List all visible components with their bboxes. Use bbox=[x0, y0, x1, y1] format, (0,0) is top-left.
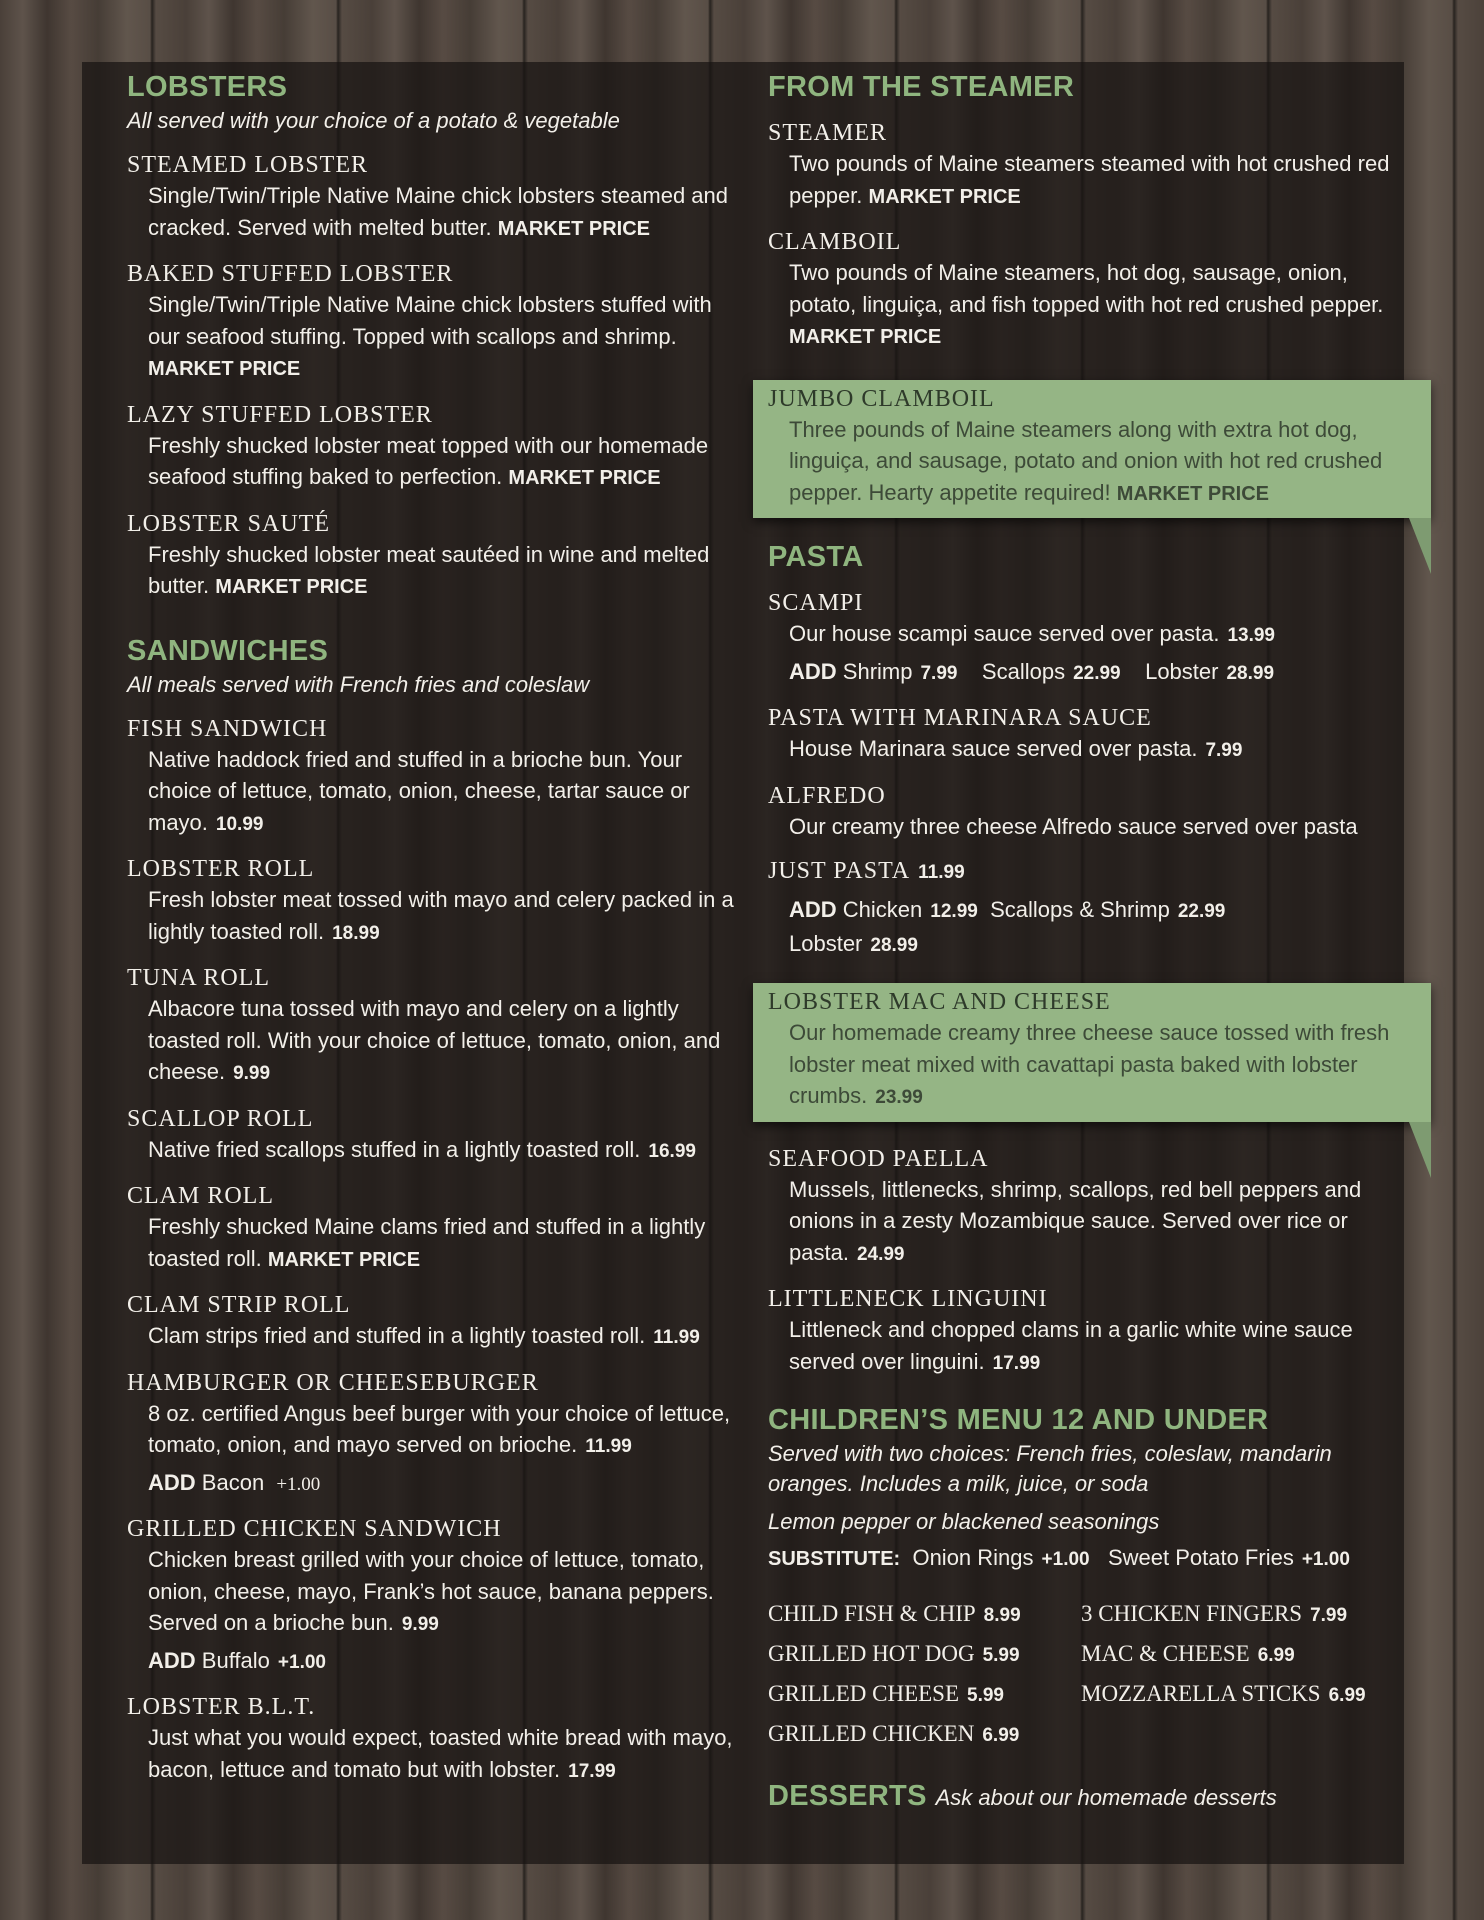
kids-item bbox=[768, 1597, 1081, 1633]
children-title: CHILDREN’S MENU 12 AND UNDER bbox=[768, 1404, 1269, 1436]
item-price: MARKET PRICE bbox=[148, 358, 301, 380]
item-desc-text: Chicken breast grilled with your choice of lettuce, tomato, onion, cheese, mayo, Frank’s hot sauce, banana peppers. Served on a brioche bun. bbox=[148, 1547, 714, 1635]
addon-name: Bacon bbox=[201, 1469, 265, 1495]
menu-item bbox=[127, 1181, 737, 1276]
item-addon bbox=[768, 894, 1408, 961]
item-price: MARKET PRICE bbox=[868, 185, 1021, 208]
addon-name: Lobster bbox=[789, 930, 863, 956]
addon-price: 28.99 bbox=[870, 934, 918, 956]
substitute-name: Onion Rings bbox=[912, 1545, 1034, 1570]
item-desc-text: Two pounds of Maine steamers, hot dog, sausage, onion, potato, linguiça, and fish topped with hot red crushed pepper. bbox=[789, 260, 1384, 317]
sandwiches-subtitle: All meals served with French fries and coleslaw bbox=[127, 671, 590, 697]
item-description bbox=[127, 1211, 737, 1276]
add-label: ADD bbox=[148, 1647, 196, 1673]
item-price: 16.99 bbox=[648, 1140, 696, 1162]
item-price: 24.99 bbox=[856, 1243, 905, 1265]
featured-item-jumbo-clamboil bbox=[753, 380, 1431, 519]
kids-item bbox=[1081, 1597, 1401, 1633]
item-name: GRILLED CHICKEN SANDWICH bbox=[127, 1516, 502, 1542]
item-description bbox=[127, 1320, 737, 1354]
item-name: ALFREDO bbox=[768, 782, 886, 809]
item-description bbox=[127, 993, 737, 1090]
kids-item bbox=[768, 1637, 1081, 1673]
addon-price: +1.00 bbox=[276, 1473, 321, 1495]
desserts-title: DESSERTS bbox=[768, 1780, 927, 1812]
item-description bbox=[768, 1314, 1408, 1379]
item-name: SEAFOOD PAELLA bbox=[768, 1145, 989, 1172]
menu-item bbox=[127, 150, 737, 245]
addon-name: Shrimp bbox=[842, 658, 913, 684]
add-label: ADD bbox=[148, 1469, 196, 1495]
addon-name: Buffalo bbox=[201, 1647, 270, 1673]
item-desc-text: Two pounds of Maine steamers steamed with hot crushed red pepper. bbox=[789, 151, 1390, 208]
item-price: 17.99 bbox=[992, 1352, 1041, 1374]
item-name: CLAMBOIL bbox=[768, 229, 902, 255]
item-desc-text: 8 oz. certified Angus beef burger with your choice of lettuce, tomato, onion, and mayo served on brioche. bbox=[148, 1400, 731, 1457]
menu-item bbox=[127, 1290, 737, 1354]
item-name: HAMBURGER OR CHEESEBURGER bbox=[127, 1369, 539, 1396]
addon-name: Scallops & Shrimp bbox=[990, 897, 1170, 922]
item-name: JUMBO CLAMBOIL bbox=[768, 385, 995, 412]
desserts-note: Ask about our homemade desserts bbox=[935, 1785, 1277, 1810]
item-desc-text: Just what you would expect, toasted white bread with mayo, bacon, lettuce and tomato but with lobster. bbox=[148, 1725, 733, 1782]
item-name-row bbox=[768, 856, 1408, 888]
item-price: 9.99 bbox=[401, 1614, 439, 1635]
kids-item-price: 5.99 bbox=[967, 1685, 1004, 1706]
add-label: ADD bbox=[789, 897, 837, 922]
item-name: JUST PASTA bbox=[768, 858, 911, 884]
addon-price: 7.99 bbox=[920, 662, 958, 684]
item-name: CLAM STRIP ROLL bbox=[127, 1292, 351, 1318]
item-price: MARKET PRICE bbox=[508, 467, 661, 489]
item-name: PASTA WITH MARINARA SAUCE bbox=[768, 705, 1152, 731]
kids-item-price: 6.99 bbox=[982, 1725, 1020, 1746]
item-price: MARKET PRICE bbox=[267, 1248, 421, 1271]
item-price: 11.99 bbox=[585, 1436, 632, 1457]
kids-item-name: GRILLED HOT DOG bbox=[768, 1641, 975, 1666]
menu-item bbox=[127, 400, 737, 495]
item-price: 18.99 bbox=[332, 922, 380, 944]
item-name: LITTLENECK LINGUINI bbox=[768, 1286, 1048, 1312]
item-description bbox=[127, 744, 737, 841]
item-description bbox=[127, 289, 737, 386]
item-description bbox=[127, 180, 737, 245]
menu-item bbox=[127, 1692, 737, 1787]
kids-item-price: 6.99 bbox=[1328, 1685, 1366, 1706]
ribbon-fold bbox=[1409, 1122, 1431, 1178]
menu-item bbox=[127, 714, 737, 841]
item-price: MARKET PRICE bbox=[1116, 482, 1270, 505]
item-description: Our creamy three cheese Alfredo sauce served over pasta bbox=[789, 813, 1358, 839]
kids-item bbox=[768, 1677, 1081, 1713]
item-desc-text: Our house scampi sauce served over pasta. bbox=[789, 621, 1220, 646]
children-subtitle: Served with two choices: French fries, coleslaw, mandarin oranges. Includes a milk, juice, or soda bbox=[768, 1441, 1332, 1496]
item-desc-text: Single/Twin/Triple Native Maine chick lobsters steamed and cracked. Served with melted butter. bbox=[148, 183, 729, 240]
right-column bbox=[768, 70, 1408, 1813]
item-desc-text: Three pounds of Maine steamers along with extra hot dog, linguiça, and sausage, potato and onion with hot red crushed pepper. Hearty appetite required! bbox=[789, 416, 1383, 505]
kids-item bbox=[1081, 1677, 1401, 1713]
item-name: LOBSTER SAUTÉ bbox=[127, 510, 331, 537]
item-price: 17.99 bbox=[568, 1760, 616, 1782]
kids-item bbox=[768, 1717, 1081, 1753]
item-name: FISH SANDWICH bbox=[127, 715, 328, 742]
substitute-price: +1.00 bbox=[1301, 1549, 1350, 1570]
item-name: LOBSTER MAC AND CHEESE bbox=[768, 989, 1111, 1015]
item-price: 10.99 bbox=[215, 813, 264, 835]
addon-price: 22.99 bbox=[1073, 662, 1121, 684]
item-price: 23.99 bbox=[875, 1087, 923, 1108]
item-desc-text: Single/Twin/Triple Native Maine chick lobsters stuffed with our seafood stuffing. Topped with scallops and shrimp. bbox=[148, 292, 712, 349]
item-description bbox=[768, 148, 1408, 213]
menu-item bbox=[127, 1514, 737, 1678]
item-name: SCAMPI bbox=[768, 590, 864, 616]
kids-item bbox=[1081, 1637, 1401, 1673]
kids-item-price: 5.99 bbox=[982, 1645, 1020, 1666]
item-desc-text: House Marinara sauce served over pasta. bbox=[789, 736, 1198, 761]
item-description bbox=[768, 618, 1408, 652]
kids-item-name: 3 CHICKEN FINGERS bbox=[1081, 1601, 1303, 1626]
item-description bbox=[127, 1398, 737, 1463]
item-name: LAZY STUFFED LOBSTER bbox=[127, 401, 433, 428]
item-name: LOBSTER ROLL bbox=[127, 856, 315, 882]
item-description bbox=[768, 733, 1408, 767]
menu-item bbox=[768, 118, 1408, 213]
kids-item-price: 7.99 bbox=[1310, 1605, 1348, 1626]
children-substitute bbox=[768, 1543, 1408, 1575]
left-column bbox=[127, 70, 737, 1787]
kids-item-name: MAC & CHEESE bbox=[1081, 1641, 1250, 1666]
item-price: 11.99 bbox=[918, 862, 965, 883]
item-description bbox=[127, 1134, 737, 1168]
item-name: TUNA ROLL bbox=[127, 965, 270, 991]
item-name: SCALLOP ROLL bbox=[127, 1105, 314, 1132]
addon-price: 28.99 bbox=[1226, 662, 1275, 684]
substitute-price: +1.00 bbox=[1041, 1549, 1090, 1570]
item-desc-text: Freshly shucked lobster meat sautéed in wine and melted butter. bbox=[148, 541, 710, 598]
desserts-row bbox=[768, 1779, 1408, 1813]
substitute-name: Sweet Potato Fries bbox=[1107, 1545, 1294, 1570]
kids-item-name: GRILLED CHICKEN bbox=[768, 1721, 975, 1746]
item-description bbox=[127, 430, 737, 495]
item-desc-text: Native fried scallops stuffed in a lightly toasted roll. bbox=[148, 1136, 641, 1162]
item-desc-text: Fresh lobster meat tossed with mayo and celery packed in a lightly toasted roll. bbox=[148, 887, 734, 944]
item-desc-text: Clam strips fried and stuffed in a lightly toasted roll. bbox=[148, 1323, 646, 1348]
item-description bbox=[768, 257, 1408, 354]
item-description bbox=[127, 539, 737, 604]
menu-item bbox=[127, 509, 737, 604]
menu-item bbox=[127, 854, 737, 949]
addon-price: 22.99 bbox=[1177, 901, 1226, 922]
addon-price: +1.00 bbox=[277, 1651, 326, 1673]
item-desc-text: Native haddock fried and stuffed in a brioche bun. Your choice of lettuce, tomato, onion, cheese, tartar sauce or mayo. bbox=[148, 746, 690, 835]
item-description bbox=[127, 1544, 737, 1641]
substitute-label: SUBSTITUTE: bbox=[768, 1548, 901, 1570]
item-price: 9.99 bbox=[233, 1063, 271, 1084]
menu-item bbox=[768, 227, 1408, 354]
item-description bbox=[768, 1017, 1416, 1114]
menu-item bbox=[768, 588, 1408, 689]
item-price: MARKET PRICE bbox=[497, 217, 650, 240]
kids-item-name: MOZZARELLA STICKS bbox=[1081, 1681, 1321, 1706]
addon-name: Lobster bbox=[1145, 658, 1219, 684]
featured-item-lobster-mac bbox=[753, 983, 1431, 1122]
item-price: 11.99 bbox=[653, 1327, 700, 1348]
item-description bbox=[127, 884, 737, 949]
item-description bbox=[768, 1174, 1408, 1271]
menu-item bbox=[768, 781, 1408, 843]
item-price: MARKET PRICE bbox=[215, 576, 368, 598]
item-desc-text: Freshly shucked lobster meat topped with our homemade seafood stuffing baked to perfection. bbox=[148, 432, 709, 489]
item-desc-text: Our homemade creamy three cheese sauce tossed with fresh lobster meat mixed with cavattapi pasta baked with lobster crumbs. bbox=[789, 1020, 1390, 1108]
item-desc-text: Mussels, littlenecks, shrimp, scallops, red bell peppers and onions in a zesty Mozambique sauce. Served over rice or pasta. bbox=[789, 1176, 1362, 1265]
item-desc-text: Littleneck and chopped clams in a garlic white wine sauce served over linguini. bbox=[789, 1317, 1353, 1374]
addon-price: 12.99 bbox=[930, 901, 978, 922]
item-name: CLAM ROLL bbox=[127, 1183, 274, 1209]
kids-item-price: 8.99 bbox=[983, 1605, 1021, 1626]
menu-item bbox=[768, 1144, 1408, 1271]
addon-name: Chicken bbox=[842, 897, 923, 922]
steamer-title: FROM THE STEAMER bbox=[768, 71, 1075, 103]
menu-item bbox=[127, 259, 737, 386]
add-label: ADD bbox=[789, 658, 837, 684]
item-name: STEAMER bbox=[768, 120, 888, 146]
kids-item-name: CHILD FISH & CHIP bbox=[768, 1601, 976, 1626]
children-seasoning: Lemon pepper or blackened seasonings bbox=[768, 1509, 1160, 1534]
item-addon bbox=[127, 1467, 737, 1501]
item-price: 13.99 bbox=[1227, 625, 1275, 646]
item-name: LOBSTER B.L.T. bbox=[127, 1694, 316, 1720]
lobsters-title: LOBSTERS bbox=[127, 71, 288, 103]
menu-item bbox=[127, 963, 737, 1090]
addon-name: Scallops bbox=[981, 658, 1066, 684]
item-price: 7.99 bbox=[1205, 740, 1243, 761]
pasta-title: PASTA bbox=[768, 541, 864, 573]
item-description bbox=[127, 1722, 737, 1787]
item-addon bbox=[127, 1645, 737, 1679]
menu-item bbox=[768, 703, 1408, 767]
item-name: BAKED STUFFED LOBSTER bbox=[127, 261, 454, 287]
item-desc-text: Albacore tuna tossed with mayo and celery on a lightly toasted roll. With your choice of lettuce, tomato, onion, and cheese. bbox=[148, 996, 721, 1084]
item-price: MARKET PRICE bbox=[789, 326, 942, 348]
kids-item-name: GRILLED CHEESE bbox=[768, 1681, 960, 1706]
kids-item-price: 6.99 bbox=[1257, 1645, 1295, 1666]
lobsters-subtitle: All served with your choice of a potato & vegetable bbox=[127, 108, 620, 133]
children-items bbox=[768, 1597, 1408, 1753]
menu-item bbox=[127, 1368, 737, 1501]
menu-item bbox=[768, 856, 1408, 961]
item-desc-text: Freshly shucked Maine clams fried and stuffed in a lightly toasted roll. bbox=[148, 1214, 706, 1271]
menu-item bbox=[768, 1284, 1408, 1379]
ribbon-fold bbox=[1409, 518, 1431, 574]
item-name: STEAMED LOBSTER bbox=[127, 152, 369, 178]
menu-item bbox=[127, 1104, 737, 1168]
sandwiches-title: SANDWICHES bbox=[127, 634, 329, 667]
item-addon bbox=[768, 656, 1408, 690]
item-description bbox=[768, 414, 1416, 511]
